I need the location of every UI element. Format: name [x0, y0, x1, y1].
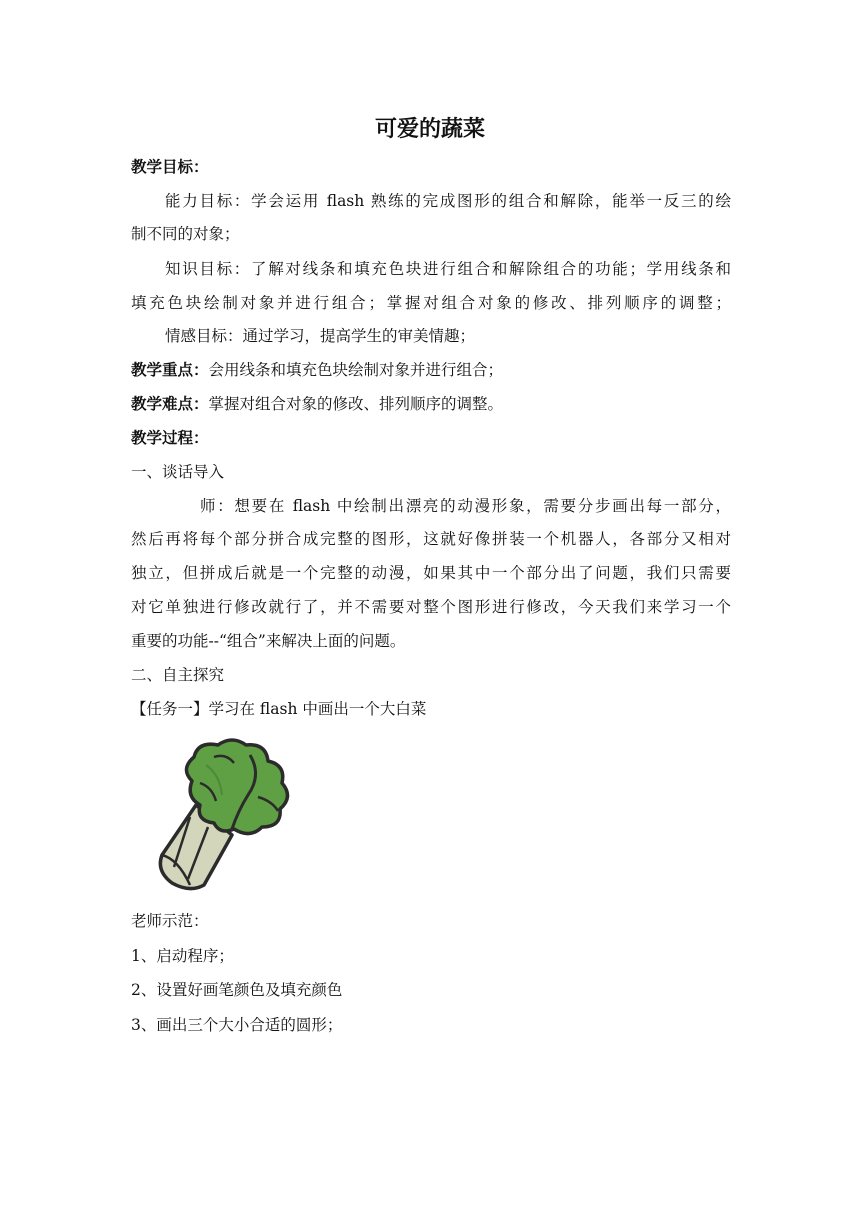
knowledge-goal-line-2: 填充色块绘制对象并进行组合；掌握对组合对象的修改、排列顺序的调整；	[131, 294, 731, 312]
difficult-point-label: 教学难点：	[131, 395, 209, 413]
document-title: 可爱的蔬菜	[374, 117, 485, 142]
ability-goal-line-2: 制不同的对象；	[131, 225, 240, 243]
difficult-point-text: 掌握对组合对象的修改、排列顺序的调整。	[208, 395, 504, 413]
key-point-text: 会用线条和填充色块绘制对象并进行组合；	[208, 361, 504, 379]
teaching-goals-heading: 教学目标：	[131, 158, 209, 176]
teacher-demo-label: 老师示范：	[131, 912, 209, 930]
step-2: 2、设置好画笔颜色及填充颜色	[131, 981, 343, 999]
section-1-heading: 一、谈话导入	[131, 463, 225, 481]
intro-paragraph-line-1: 师：想要在 flash 中绘制出漂亮的动漫形象，需要分步画出每一部分，	[200, 497, 731, 515]
intro-paragraph-line-3: 独立，但拼成后就是一个完整的动漫，如果其中一个部分出了问题，我们只需要	[131, 564, 731, 582]
section-2-heading: 二、自主探究	[131, 666, 225, 684]
key-point	[131, 353, 731, 387]
intro-paragraph-line-4: 对它单独进行修改就行了，并不需要对整个图形进行修改，今天我们来学习一个	[131, 598, 731, 616]
emotion-goal: 情感目标：通过学习，提高学生的审美情趣；	[165, 327, 476, 345]
task-1-heading: 【任务一】学习在 flash 中画出一个大白菜	[131, 700, 427, 718]
difficult-point	[131, 387, 731, 421]
knowledge-goal-line-1: 知识目标：了解对线条和填充色块进行组合和解除组合的功能；学用线条和	[165, 260, 731, 278]
cabbage-illustration	[150, 735, 300, 895]
step-1: 1、启动程序；	[131, 947, 234, 965]
intro-paragraph-line-2: 然后再将每个部分拼合成完整的图形，这就好像拼装一个机器人，各部分又相对	[131, 530, 731, 548]
intro-paragraph-line-5: 重要的功能--“组合”来解决上面的问题。	[131, 632, 406, 650]
teaching-process-heading: 教学过程：	[131, 429, 209, 447]
ability-goal-line-1: 能力目标：学会运用 flash 熟练的完成图形的组合和解除，能举一反三的绘	[165, 192, 731, 210]
step-3: 3、画出三个大小合适的圆形；	[131, 1016, 343, 1034]
key-point-label: 教学重点：	[131, 361, 209, 379]
